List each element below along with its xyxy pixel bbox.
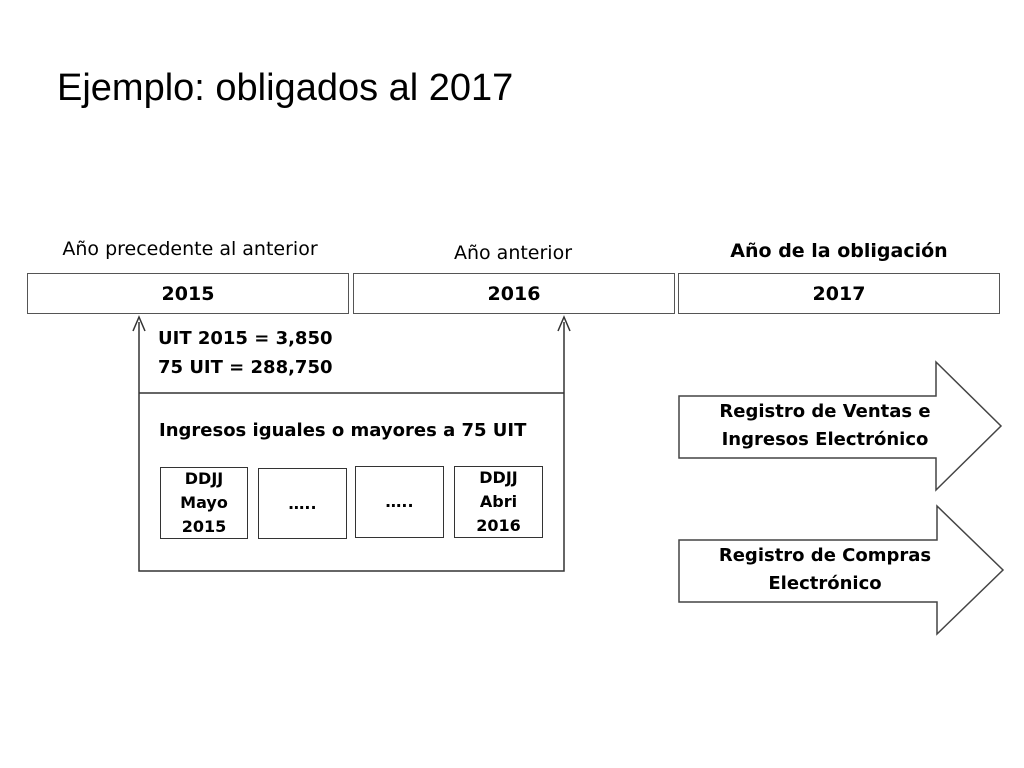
ingresos-label: Ingresos iguales o mayores a 75 UIT: [159, 420, 527, 441]
label-2015: Año precedente al anterior: [62, 238, 318, 260]
label-2016: Año anterior: [453, 242, 573, 264]
ddjj-line: Abri: [479, 492, 518, 511]
ddjj-box-ellipsis-1: [258, 468, 347, 539]
ddjj-line: 2015: [181, 517, 227, 536]
registro-ventas-line: Registro de Ventas e: [719, 401, 931, 422]
year-2015: 2015: [161, 282, 215, 305]
label-2017: Año de la obligación: [730, 240, 948, 262]
ddjj-ellipsis: …..: [385, 492, 414, 511]
registro-compras-line: Electrónico: [768, 573, 882, 594]
ddjj-box-ellipsis-2: [355, 466, 444, 538]
registro-compras-label: [700, 542, 950, 598]
ddjj-line: DDJJ: [184, 469, 224, 488]
ddjj-line: Mayo: [180, 493, 228, 512]
slide-title: Ejemplo: obligados al 2017: [57, 67, 514, 109]
uit-line-2: 75 UIT = 288,750: [158, 357, 333, 378]
year-2017: 2017: [812, 282, 866, 305]
ddjj-line: 2016: [476, 516, 521, 535]
registro-ventas-label: [700, 398, 950, 454]
uit-info: [158, 324, 333, 382]
registro-compras-line: Registro de Compras: [718, 545, 932, 566]
ddjj-box-mayo-2015: [160, 467, 248, 539]
ddjj-box-abril-2016: [454, 466, 543, 538]
year-2016: 2016: [487, 282, 541, 305]
uit-line-1: UIT 2015 = 3,850: [158, 328, 333, 349]
ddjj-line: DDJJ: [479, 468, 518, 487]
ddjj-ellipsis: …..: [288, 493, 317, 513]
registro-ventas-line: Ingresos Electrónico: [721, 429, 929, 450]
